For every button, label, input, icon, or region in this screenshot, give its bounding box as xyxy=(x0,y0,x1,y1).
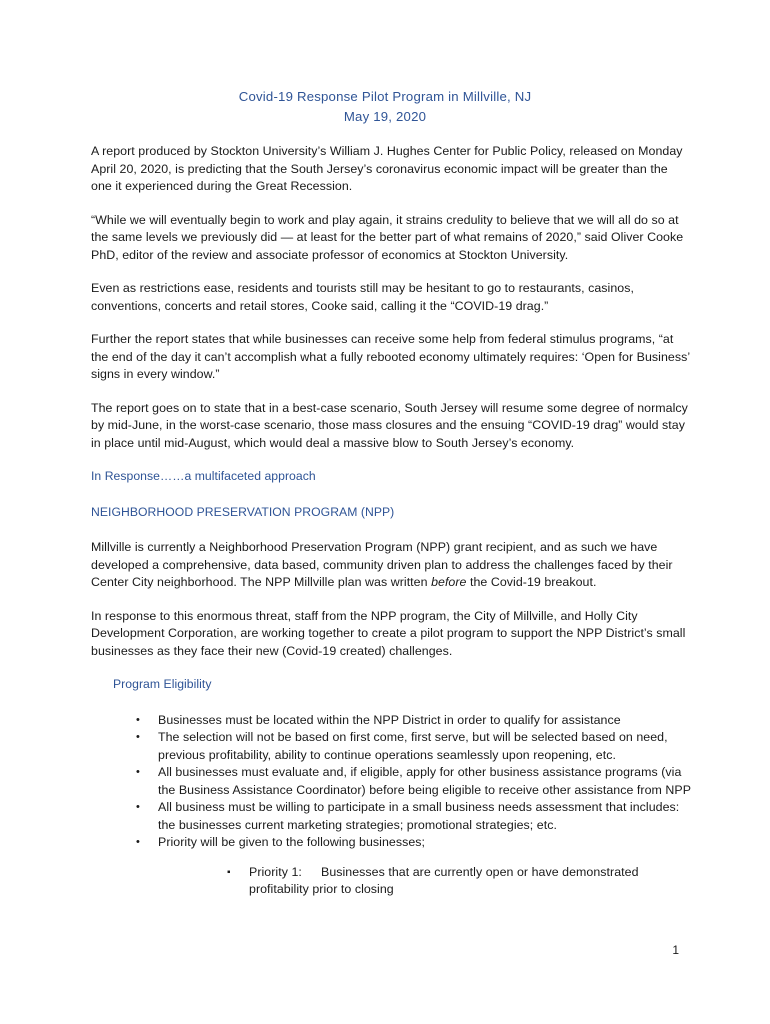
bullet-icon: • xyxy=(136,713,140,726)
bullet-icon: • xyxy=(136,801,140,813)
paragraph-cooke-quote: “While we will eventually begin to work and play again, it strains credulity to believe that we will all do so at the same levels we previously did — at least for the better part of what remains of 2020,” said Oliver Cooke PhD, editor of the review and associate professor of economics at Stockton University. xyxy=(91,212,684,262)
list-item xyxy=(91,729,691,764)
eligibility-heading: Program Eligibility xyxy=(113,677,212,691)
priority-label: Priority 1: xyxy=(249,864,302,879)
paragraph-npp-response: In response to this enormous threat, staff from the NPP program, the City of Millville, and Holly City Development Corporation, are working together to create a pilot program to support the NPP District’s small businesses as they face their new (Covid-19 created) challenges. xyxy=(91,608,686,658)
bullet-icon: • xyxy=(136,766,140,778)
list-item-text: All businesses must evaluate and, if eligible, apply for other business assistance programs (via the Business Assistance Coordinator) before being eligible to receive other assistance from NPP xyxy=(158,765,692,797)
npp-paragraph-text-post: the Covid-19 breakout. xyxy=(466,575,597,589)
list-item xyxy=(91,799,691,834)
document-title: Covid-19 Response Pilot Program in Millville, NJ xyxy=(238,89,532,104)
paragraph-npp-recipient xyxy=(91,539,691,592)
priority-list xyxy=(91,864,691,899)
list-item xyxy=(91,764,691,799)
npp-heading: NEIGHBORHOOD PRESERVATION PROGRAM (NPP) xyxy=(91,504,395,519)
paragraph-report-intro: A report produced by Stockton University’s William J. Hughes Center for Public Policy, released on Monday April 20, 2020, is predicting that the South Jersey’s coronavirus economic impact will be greater than the one it experienced during the Great Recession. xyxy=(91,144,683,193)
priority-item xyxy=(91,864,691,899)
document-date: May 19, 2020 xyxy=(343,109,427,124)
priority-text: Businesses that are currently open or have demonstrated profitability prior to closing xyxy=(249,864,639,896)
page-number: 1 xyxy=(672,943,679,957)
npp-paragraph-text-pre: Millville is currently a Neighborhood Preservation Program (NPP) grant recipient, and as such we have developed a comprehensive, data based, community driven plan to address the challenges faced by their Center City neighborhood. The NPP Millville plan was written xyxy=(91,540,673,589)
document-body xyxy=(91,143,691,899)
list-item-text: All business must be willing to participate in a small business needs assessment that includes: the businesses current marketing strategies; promotional strategies; etc. xyxy=(158,800,680,832)
paragraph-scenarios: The report goes on to state that in a best-case scenario, South Jersey will resume some degree of normalcy by mid-June, in the worst-case scenario, those mass closures and the ensuing “COVID-19 drag” would stay in place until mid-August, which would deal a massive blow to South Jersey’s economy. xyxy=(91,400,688,450)
npp-paragraph-emphasis: before xyxy=(431,575,467,589)
bullet-icon: • xyxy=(136,836,140,848)
square-bullet-icon: ▪ xyxy=(227,866,231,878)
list-item-text: Businesses must be located within the NPP District in order to qualify for assistance xyxy=(158,712,621,727)
response-heading: In Response……a multifaceted approach xyxy=(91,469,316,483)
bullet-icon: • xyxy=(136,731,140,743)
list-item-text: Priority will be given to the following businesses; xyxy=(158,835,426,849)
list-item-text: The selection will not be based on first come, first serve, but will be selected based on need, previous profitability, ability to continue operations seamlessly upon reopening, etc. xyxy=(158,730,668,762)
list-item xyxy=(91,834,691,852)
paragraph-stimulus: Further the report states that while businesses can receive some help from federal stimulus programs, “at the end of the day it can’t accomplish what a fully rebooted economy ultimately requires: ‘Open for Business’ signs in every window.” xyxy=(91,332,690,381)
title-block xyxy=(0,87,770,127)
paragraph-restrictions: Even as restrictions ease, residents and tourists still may be hesitant to go to restaurants, casinos, conventions, concerts and retail stores, Cooke said, calling it the “COVID-19 drag.” xyxy=(91,281,634,313)
eligibility-list xyxy=(91,712,691,852)
list-item xyxy=(91,712,691,730)
